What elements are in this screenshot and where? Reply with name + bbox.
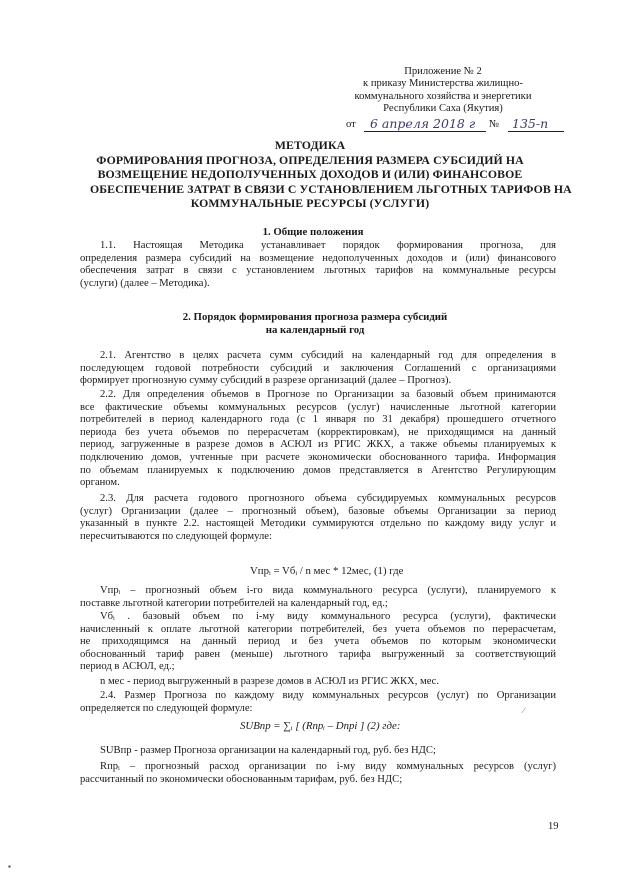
- text-line: формирует прогнозную сумму субсидий в разрезе организаций (далее – Прогноз).: [80, 375, 452, 387]
- text-line: определяется по следующей формуле:: [80, 702, 253, 714]
- text-line: (услуг) Организации (далее – прогнозный объем), базовые объемы Организации за период: [80, 505, 556, 517]
- text-line: 1.1. Настоящая Методика устанавливает порядок формирования прогноза, для: [100, 240, 556, 251]
- text-line: поставке льготной категории потребителей на календарный год, ед.;: [80, 597, 388, 609]
- appendix-line: Республики Саха (Якутия): [383, 103, 503, 115]
- document-title: [90, 138, 572, 211]
- text-line: начисленный к оплате льготной категории потребителей, без учета объемов по перерасчетам,: [80, 623, 556, 635]
- text-line: период в АСЮЛ, ед.;: [80, 661, 175, 673]
- paragraph-2-4: [80, 690, 556, 715]
- text-line: период, загруженные в разрезе домов в АСЮЛ из РГИС ЖКХ, а также объемы планируемых к: [80, 439, 556, 451]
- scan-speck: ▪: [8, 862, 11, 871]
- text-line: 2.1. Агентство в целях расчета сумм субсидий на календарный год для определения в: [100, 350, 556, 361]
- paragraph-2-1: [80, 350, 556, 388]
- text-line: SUBпр - размер Прогноза организации на календарный год, руб. без НДС;: [100, 745, 436, 756]
- text-line: подключению домов, учтенные при расчете экономически обоснованного тарифа. Информация: [80, 451, 556, 463]
- paragraph-2-3: [80, 493, 556, 543]
- definition-vb: [80, 611, 556, 674]
- text-line: периода без учета объемов по перерасчетам (корректировкам), не приходящимся на данный: [80, 426, 556, 438]
- text-line: 2.2. Для определения объемов в Прогнозе по Организации за базовый объем принимаются: [100, 389, 556, 400]
- text-line: по объемам планируемых к подключению домов представляется в Агентство Регулирующим: [80, 464, 556, 476]
- text-line: обоснованный тариф равен (меньше) льготного тарифа выгруженный за соответствующий: [80, 648, 556, 660]
- handwritten-number: 135-п: [508, 116, 564, 132]
- section2-heading-line: на календарный год: [265, 324, 365, 336]
- handwritten-date: 6 апреля 2018 г: [364, 116, 486, 132]
- text-line: потребителей в период календарного года (с 1 января по 31 декабря) прошедшего отчетного: [80, 414, 556, 426]
- page-number: 19: [548, 821, 559, 832]
- title-line: ВОЗМЕЩЕНИЕ НЕДОПОЛУЧЕННЫХ ДОХОДОВ И (ИЛИ) ФИНАНСОВОЕ: [97, 167, 523, 182]
- text-line: органом.: [80, 477, 120, 489]
- text-line: обеспечения затрат в связи с установлением льготных тарифов на коммунальные ресурсы: [80, 265, 556, 277]
- appendix-line: Приложение № 2: [404, 66, 482, 77]
- text-line: последующем годовой потребности субсидий и заключения Соглашений с организациями: [80, 362, 556, 374]
- text-line: определения размера субсидий на возмещение недополученных доходов и (или) финансового: [80, 252, 556, 264]
- section2-heading-line: 2. Порядок формирования прогноза размера субсидий: [182, 311, 448, 323]
- title-line: КОММУНАЛЬНЫЕ РЕСУРСЫ (УСЛУГИ): [190, 196, 430, 211]
- text-line: пересчитываются по следующей формуле:: [80, 530, 272, 542]
- text-line: Rпрᵢ – прогнозный расход организации по i-му виду коммунальных ресурсов (услуг): [100, 761, 556, 772]
- order-date-number-row: [318, 117, 568, 132]
- text-line: Vбᵢ . базовый объем по i-му виду коммунального ресурса (услуги), фактически: [100, 611, 556, 622]
- definition-n: [100, 676, 556, 689]
- title-line: МЕТОДИКА: [274, 138, 346, 152]
- date-prefix: от: [346, 118, 356, 130]
- formula-1: Vпрᵢ = Vбᵢ / n мес * 12мес, (1) где: [250, 565, 404, 577]
- title-line: ФОРМИРОВАНИЯ ПРОГНОЗА, ОПРЕДЕЛЕНИЯ РАЗМЕРА СУБСИДИЙ НА: [96, 152, 524, 167]
- text-line: рассчитанный по экономически обоснованным тарифам, руб. без НДС;: [80, 773, 403, 785]
- paragraph-2-2: [80, 389, 556, 490]
- text-line: Vпрᵢ – прогнозный объем i-го вида коммунального ресурса (услуги), планируемого к: [100, 585, 556, 596]
- text-line: 2.3. Для расчета годового прогнозного объема субсидируемых коммунальных ресурсов: [100, 493, 556, 504]
- appendix-block: [318, 66, 568, 132]
- section2-heading: [150, 311, 480, 337]
- text-line: n мес - период выгруженный в разрезе домов в АСЮЛ из РГИС ЖКХ, мес.: [100, 676, 440, 687]
- section1-heading: 1. Общие положения: [262, 226, 364, 238]
- appendix-line: коммунального хозяйства и энергетики: [354, 90, 532, 102]
- definition-vpr: [80, 585, 556, 610]
- text-line: 2.4. Размер Прогноза по каждому виду коммунальных ресурсов (услуг) по Организации: [100, 690, 556, 701]
- title-line: ОБЕСПЕЧЕНИЕ ЗАТРАТ В СВЯЗИ С УСТАНОВЛЕНИЕМ ЛЬГОТНЫХ ТАРИФОВ НА: [90, 181, 572, 196]
- paragraph-1-1: [80, 240, 556, 290]
- scan-speck: ⁄: [523, 706, 525, 715]
- text-line: все фактические объемы коммунальных ресурсов (услуг) начисленные льготной категории: [80, 401, 556, 413]
- appendix-line: к приказу Министерства жилищно-: [363, 78, 523, 90]
- formula-2: SUBпр = ∑ᵢ [ (Rпрᵢ – Dпрi ] (2) где:: [240, 720, 401, 732]
- number-prefix: №: [489, 118, 500, 130]
- text-line: указанный в пункте 2.2. настоящей Методики суммируются отдельно по каждому виду услуг и: [80, 518, 556, 530]
- definition-sub: [100, 745, 556, 758]
- text-line: (услуги) (далее – Методика).: [80, 277, 210, 289]
- text-line: не приходящимся на данный период и без учета объемов по которым экономически: [80, 636, 556, 648]
- definition-rpr: [80, 761, 556, 786]
